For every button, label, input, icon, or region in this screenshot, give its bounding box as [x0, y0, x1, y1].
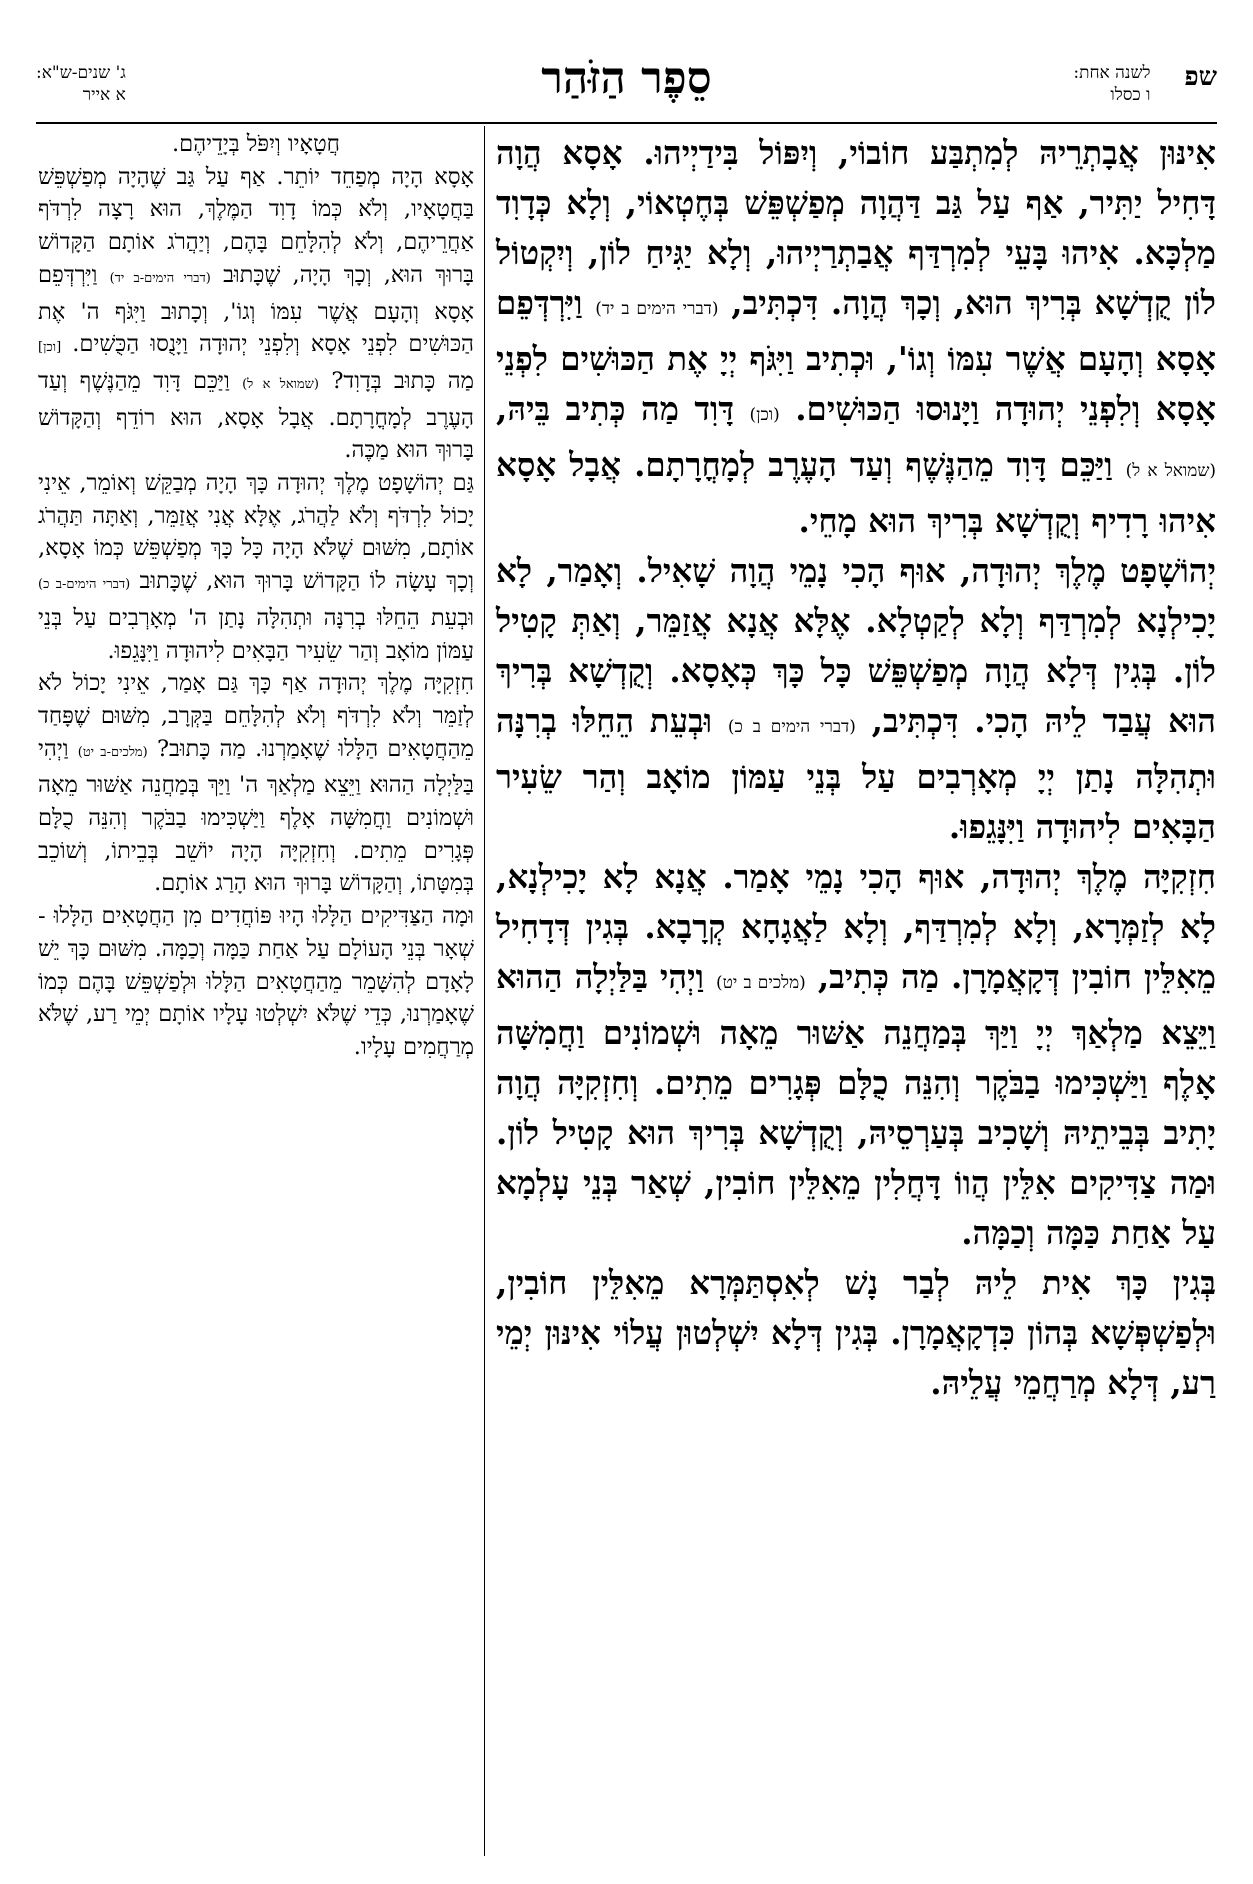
source-reference: (שמואל א ל) [242, 376, 319, 392]
source-reference: (מלכים-ב יט) [77, 744, 148, 760]
page-header [36, 52, 1217, 122]
source-reference: (דברי הימים-ב יד) [109, 270, 211, 286]
study-schedule-three-years [36, 62, 126, 106]
hebrew-translation-column [38, 128, 474, 1064]
source-reference: (דברי הימים ב יד) [595, 299, 719, 319]
column-divider [484, 126, 485, 1856]
side-paragraph: אָסָא הָיָה מְפַחֵד יוֹתֵר. אַף עַל גַּב שֶׁהָיָה מְפַשְׁפֵּשׁ בַּחֲטָאָיו, וְלֹא כְּמוֹ דָוִד הַמֶּלֶךְ, הוּא רָצָה לִרְדֹּף אַחֲרֵיהֶם, וְלֹא לְהִלָּחֵם בָּהֶם, וְיַהֲרֹג אוֹתָם הַקָּדוֹשׁ בָּרוּךְ הוּא, וְכָךְ הָיָה, שֶׁכָּתוּב (דברי הימים-ב יד) וַיִּרְדְּפֵם אָסָא וְהָעָם אֲשֶׁר עִמּוֹ וְגוֹ', וְכָתוּב וַיִּגֹּף ה' אֶת הַכּוּשִׁים לִפְנֵי אָסָא וְלִפְנֵי יְהוּדָה וַיָּנֻסוּ הַכֻּשִׁים. [וכן] מַה כָּתוּב בְּדָוִד? (שמואל א ל) וַיַּכֵּם דָּוִד מֵהַנֶּשֶׁף וְעַד הָעֶרֶב לְמָחֳרָתָם. אֲבָל אָסָא, הוּא רוֹדֵף וְהַקָּדוֹשׁ בָּרוּךְ הוּא מַכֶּה. [38, 163, 475, 464]
main-paragraph: אִינּוּן אֲבָתְרֵיהּ לְמִתְבַּע חוֹבוֹי, וְיִפּוֹל בִּידַיְיהוּ. אָסָא הֲוָה דָּחִיל יַתִּיר, אַף עַל גַּב דַּהֲוָה מְפַשְׁפֵּשׁ בְּחֶטְאוֹי, וְלָא כְּדָוִד מַלְכָּא. אִיהוּ בָּעֵי לְמִרְדַּף אֲבַתְרַיְיהוּ, וְלָא יַגִּיחַ לוֹן, וְיִקְטוֹל לוֹן קֻדְשָׁא בְּרִיךְ הוּא, וְכָךְ הֲוָה. דִּכְתִּיב, (דברי הימים ב יד) וַיִּרְדְּפֵם אָסָא וְהָעָם אֲשֶׁר עִמּוֹ וְגוֹ', וּכְתִיב וַיִּגֹּף יְיָ אֶת הַכּוּשִׁים לִפְנֵי אָסָא וְלִפְנֵי יְהוּדָה וַיָּנוּסוּ הַכּוּשִׁים. (וכן) דָּוִד מַה כְּתִיב בֵּיהּ, (שמואל א ל) וַיַּכֵּם דָּוִד מֵהַנֶּשֶׁף וְעַד הָעֶרֶב לְמָחֳרָתָם. אֲבָל אָסָא אִיהוּ רָדִיף וְקֻדְשָׁא בְּרִיךְ הוּא מָחֵי. [496, 133, 1216, 540]
page-number: שפ [1184, 62, 1217, 92]
side-paragraph: חֲטָאָיו וְיִפֹּל בְּיָדֵיהֶם. [172, 131, 340, 157]
schedule-label: ג' שנים-ש"א: [36, 63, 126, 83]
schedule-label: לשנה אחת: [1073, 63, 1151, 83]
side-paragraph: חִזְקִיָּה מֶלֶךְ יְהוּדָה אַף כָּךְ גַּם אָמַר, אֵינִי יָכוֹל לֹא לְזַמֵּר וְלֹא לִרְדֹּף וְלֹא לְהִלָּחֵם בַּקְּרָב, מִשּׁוּם שֶׁפָּחַד מֵהַחֲטָאִים הַלָּלוּ שֶׁאָמַרְנוּ. מַה כָּתוּב? (מלכים-ב יט) וַיְהִי בַּלַּיְלָה הַהוּא וַיֵּצֵא מַלְאַךְ ה' וַיַּךְ בְּמַחֲנֵה אַשּׁוּר מֵאָה וּשְׁמוֹנִים וַחֲמִשָּׁה אָלֶף וַיַּשְׁכִּימוּ בַבֹּקֶר וְהִנֵּה כֻלָּם פְּגָרִים מֵתִים. וְחִזְקִיָּה הָיָה יוֹשֵׁב בְּבֵיתוֹ, וְשׁוֹכֵב בְּמִטָּתוֹ, וְהַקָּדוֹשׁ בָּרוּךְ הוּא הָרַג אוֹתָם. [38, 670, 475, 897]
main-paragraph: בְּגִין כָּךְ אִית לֵיהּ לְבַר נָשׁ לְאִסְתַּמְּרָא מֵאִלֵּין חוֹבִין, וּלְפַשְׁפְּשָׁא בְּהוֹן כִּדְקָאֲמָרָן. בְּגִין דְּלָא יִשְׁלְטוּן עֲלוֹי אִינּוּן יְמֵי רַע, דְּלָא מְרַחֲמֵי עֲלֵיהּ. [496, 1263, 1216, 1402]
aramaic-main-column [496, 128, 1216, 1408]
main-paragraph: יְהוֹשָׁפָט מֶלֶךְ יְהוּדָה, אוּף הָכִי נָמֵי הֲוָה שָׁאִיל. וְאָמַר, לָא יָכִילְנָא לְמִרְדַּף וְלָא לְקַטְלָא. אֶלָּא אֲנָא אֲזַמֵּר, וְאַתְּ קָטִיל לוֹן. בְּגִין דְּלָא הֲוָה מְפַשְׁפֵּשׁ כָּל כָּךְ כְּאָסָא. וְקֻדְשָׁא בְּרִיךְ הוּא עֲבַד לֵיהּ הָכִי. דִּכְתִּיב, (דברי הימים ב כ) וּבְעֵת הֵחֵלּוּ בְרִנָּה וּתְהִלָּה נָתַן יְיָ מְאָרְבִים עַל בְּנֵי עַמּוֹן מוֹאָב וְהַר שֵׂעִיר הַבָּאִים לִיהוּדָה וַיִּנָּגֵפוּ. [496, 551, 1216, 846]
schedule-date: א אייר [82, 85, 126, 105]
source-reference: (דברי הימים ב כ) [727, 717, 856, 737]
source-reference: [וכן] [38, 340, 62, 356]
source-reference: (דברי הימים-ב כ) [38, 577, 131, 593]
header-rule [36, 122, 1217, 124]
schedule-date: ו כסלו [1110, 85, 1151, 105]
side-paragraph: וּמָה הַצַּדִּיקִים הַלָּלוּ הָיוּ פּוֹחֲדִים מִן הַחֲטָאִים הַלָּלוּ - שְׁאָר בְּנֵי הָעוֹלָם עַל אַחַת כַּמָּה וְכַמָּה. מִשּׁוּם כָּךְ יֵשׁ לָאָדָם לְהִשָּׁמֵר מֵהַחֲטָאִים הַלָּלוּ וּלְפַשְׁפֵּשׁ בָּהֶם כְּמוֹ שֶׁאָמַרְנוּ, כְּדֵי שֶׁלֹּא יִשְׁלְטוּ עָלָיו אוֹתָם יְמֵי רַע, שֶׁלֹּא מְרַחֲמִים עָלָיו. [38, 903, 474, 1060]
source-reference: (שמואל א ל) [1125, 461, 1216, 481]
source-reference: (מלכים ב יט) [715, 973, 806, 993]
source-reference: (וכן) [749, 405, 780, 425]
side-paragraph: גַּם יְהוֹשָׁפָט מֶלֶךְ יְהוּדָה כָּךְ הָיָה מְבַקֵּשׁ וְאוֹמֵר, אֵינִי יָכוֹל לִרְדֹּף וְלֹא לַהֲרֹג, אֶלָּא אֲנִי אֲזַמֵּר, וְאַתָּה תַּהֲרֹג אוֹתָם, מִשּׁוּם שֶׁלֹּא הָיָה כָּל כָּךְ מְפַשְׁפֵּשׁ כְּמוֹ אָסָא, וְכָךְ עָשָׂה לוֹ הַקָּדוֹשׁ בָּרוּךְ הוּא, שֶׁכָּתוּב (דברי הימים-ב כ) וּבְעֵת הֵחֵלּוּ בְרִנָּה וּתְהִלָּה נָתַן ה' מְאָרְבִים עַל בְּנֵי עַמּוֹן מוֹאָב וְהַר שֵׂעִיר הַבָּאִים לִיהוּדָה וַיִּנָּגֵפוּ. [38, 470, 474, 664]
main-paragraph: חִזְקִיָּה מֶלֶךְ יְהוּדָה, אוּף הָכִי נָמֵי אָמַר. אֲנָא לָא יָכִילְנָא, לָא לְזַמְּרָא, וְלָא לְמִרְדַּף, וְלָא לַאֲגָחָא קְרָבָא. בְּגִין דְּדָחִיל מֵאִלֵּין חוֹבִין דְּקָאֲמָרָן. מַה כְּתִיב, (מלכים ב יט) וַיְהִי בַּלַּיְלָה הַהוּא וַיֵּצֵא מַלְאַךְ יְיָ וַיַּךְ בְּמַחֲנֵה אַשּׁוּר מֵאָה וּשְׁמוֹנִים וַחֲמִשָּׁה אָלֶף וַיַּשְׁכִּימוּ בַבֹּקֶר וְהִנֵּה כֻלָּם פְּגָרִים מֵתִים. וְחִזְקִיָּה הֲוָה יָתִיב בְּבֵיתֵיהּ וְשָׁכִיב בְּעַרְסֵיהּ, וְקֻדְשָׁא בְּרִיךְ הוּא קָטִיל לוֹן. וּמַה צַדִּיקִים אִלֵּין הֲווֹ דָּחֲלִין מֵאִלֵּין חוֹבִין, שְׁאַר בְּנֵי עָלְמָא עַל אַחַת כַּמָּה וְכַמָּה. [496, 857, 1216, 1252]
book-title: סֵפֶר הַזֹּהַר [541, 53, 712, 104]
